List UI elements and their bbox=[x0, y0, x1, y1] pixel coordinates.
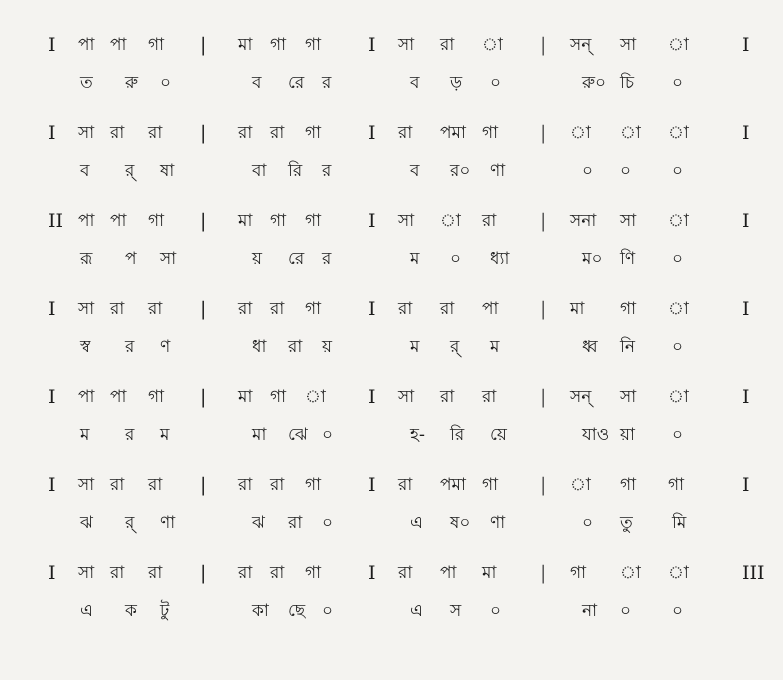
bar-line: I bbox=[368, 298, 376, 320]
swara-note: গা bbox=[148, 35, 165, 55]
swara-note: রা bbox=[148, 563, 163, 583]
lyric-syllable: ০ bbox=[672, 601, 684, 621]
lyric-syllable: ছে bbox=[288, 601, 306, 621]
lyric-line bbox=[0, 244, 783, 274]
lyric-syllable: র bbox=[322, 73, 332, 93]
lyric-syllable: সা bbox=[160, 249, 177, 269]
bar-line: I bbox=[368, 34, 376, 56]
lyric-syllable: ক bbox=[125, 601, 137, 621]
swara-note: া bbox=[668, 387, 689, 407]
swara-note: সা bbox=[78, 299, 95, 319]
bar-line: I bbox=[48, 474, 56, 496]
swara-note: া bbox=[668, 211, 689, 231]
swara-note: রা bbox=[398, 475, 413, 495]
swara-note: সা bbox=[620, 35, 637, 55]
lyric-syllable: ত bbox=[80, 73, 93, 93]
lyric-syllable: র bbox=[322, 161, 332, 181]
swara-note: পা bbox=[78, 211, 95, 231]
bar-line: I bbox=[368, 210, 376, 232]
notation-stave bbox=[0, 118, 783, 202]
lyric-syllable: চি bbox=[620, 73, 635, 93]
swara-note: গা bbox=[668, 475, 685, 495]
swara-note: া bbox=[668, 563, 689, 583]
lyric-line bbox=[0, 332, 783, 362]
lyric-syllable: ম০ bbox=[582, 249, 603, 269]
swara-note: রা bbox=[238, 123, 253, 143]
lyric-syllable: ঝ bbox=[80, 513, 93, 533]
swara-note: রা bbox=[440, 299, 455, 319]
bar-line: I bbox=[742, 386, 750, 408]
notation-stave bbox=[0, 294, 783, 378]
swara-note: রা bbox=[238, 299, 253, 319]
swara-note: রা bbox=[270, 563, 285, 583]
swara-note: রা bbox=[482, 211, 497, 231]
swara-note: রা bbox=[398, 563, 413, 583]
lyric-syllable: রা bbox=[288, 513, 303, 533]
lyric-syllable: নি bbox=[620, 337, 636, 357]
bar-line: | bbox=[200, 298, 207, 320]
lyric-syllable: ম bbox=[160, 425, 170, 445]
swara-note: রা bbox=[148, 123, 163, 143]
swara-note: মা bbox=[238, 35, 253, 55]
swara-note: গা bbox=[620, 299, 637, 319]
bar-line: | bbox=[540, 210, 547, 232]
lyric-syllable: য় bbox=[322, 337, 333, 357]
lyric-syllable: রি bbox=[288, 161, 303, 181]
swara-note: সা bbox=[620, 211, 637, 231]
lyric-syllable: রে bbox=[288, 73, 305, 93]
lyric-syllable: ০ bbox=[582, 513, 594, 533]
swara-note: গা bbox=[305, 211, 322, 231]
swara-note: া bbox=[668, 35, 689, 55]
lyric-syllable: য়া bbox=[620, 425, 635, 445]
lyric-syllable: র bbox=[322, 249, 332, 269]
bar-line: I bbox=[368, 386, 376, 408]
bar-line: I bbox=[742, 298, 750, 320]
swara-note: রা bbox=[238, 563, 253, 583]
swara-note: রা bbox=[148, 299, 163, 319]
lyric-syllable: রূ bbox=[80, 249, 93, 269]
lyric-syllable: ণ bbox=[160, 337, 171, 357]
bar-line: | bbox=[540, 386, 547, 408]
lyric-syllable: ম bbox=[410, 337, 420, 357]
lyric-syllable: রু bbox=[125, 73, 139, 93]
lyric-syllable: ব bbox=[80, 161, 90, 181]
swara-note: রা bbox=[270, 123, 285, 143]
swara-note: সন্ bbox=[570, 35, 592, 55]
swara-note: গা bbox=[148, 211, 165, 231]
lyric-syllable: স্ব bbox=[80, 337, 91, 357]
swara-note: গা bbox=[620, 475, 637, 495]
lyric-syllable: ণি bbox=[620, 249, 636, 269]
lyric-syllable: ০ bbox=[672, 161, 684, 181]
lyric-syllable: ০ bbox=[490, 601, 502, 621]
lyric-syllable: রে bbox=[288, 249, 305, 269]
lyric-syllable: ষা bbox=[160, 161, 175, 181]
lyric-syllable: র্ bbox=[125, 161, 135, 181]
lyric-syllable: ০ bbox=[672, 249, 684, 269]
lyric-syllable: ব bbox=[410, 73, 420, 93]
notation-stave bbox=[0, 30, 783, 114]
swara-note: া bbox=[305, 387, 326, 407]
swara-note: পা bbox=[110, 387, 127, 407]
lyric-syllable: ০ bbox=[322, 601, 334, 621]
swara-note: গা bbox=[270, 211, 287, 231]
swara-note: রা bbox=[398, 123, 413, 143]
swara-note: া bbox=[570, 123, 591, 143]
swara-note: গা bbox=[482, 475, 499, 495]
lyric-syllable: ধা bbox=[252, 337, 267, 357]
lyric-syllable: না bbox=[582, 601, 598, 621]
lyric-syllable: ব bbox=[410, 161, 420, 181]
bar-line: I bbox=[742, 474, 750, 496]
lyric-syllable: ০ bbox=[620, 601, 632, 621]
swara-note: সা bbox=[78, 563, 95, 583]
swara-note: সা bbox=[398, 35, 415, 55]
lyric-syllable: এ bbox=[410, 601, 423, 621]
bar-line: | bbox=[200, 562, 207, 584]
lyric-syllable: ০ bbox=[620, 161, 632, 181]
lyric-syllable: মি bbox=[672, 513, 687, 533]
swara-note: গা bbox=[305, 299, 322, 319]
swara-note: গা bbox=[305, 123, 322, 143]
swara-note: া bbox=[440, 211, 461, 231]
swara-line bbox=[0, 30, 783, 60]
swara-note: রা bbox=[482, 387, 497, 407]
swara-note: া bbox=[668, 299, 689, 319]
bar-line: I bbox=[368, 122, 376, 144]
bar-line: I bbox=[48, 562, 56, 584]
notation-stave bbox=[0, 558, 783, 642]
lyric-syllable: ষ০ bbox=[450, 513, 471, 533]
lyric-syllable: র্ bbox=[450, 337, 460, 357]
swara-note: রা bbox=[238, 475, 253, 495]
bar-line: I bbox=[48, 34, 56, 56]
lyric-syllable: ০ bbox=[490, 73, 502, 93]
swara-note: সনা bbox=[570, 211, 597, 231]
swara-note: পা bbox=[78, 387, 95, 407]
bar-line: | bbox=[540, 298, 547, 320]
lyric-syllable: ণা bbox=[490, 513, 506, 533]
lyric-syllable: রি bbox=[450, 425, 465, 445]
swara-note: রা bbox=[148, 475, 163, 495]
lyric-syllable: এ bbox=[80, 601, 93, 621]
swara-note: পা bbox=[78, 35, 95, 55]
lyric-syllable: য় bbox=[252, 249, 263, 269]
lyric-syllable: টু bbox=[160, 601, 170, 621]
bar-line: I bbox=[48, 122, 56, 144]
lyric-syllable: র০ bbox=[450, 161, 471, 181]
bar-line: | bbox=[540, 34, 547, 56]
swara-note: সা bbox=[620, 387, 637, 407]
swara-note: রা bbox=[440, 387, 455, 407]
swara-note: রা bbox=[110, 123, 125, 143]
lyric-syllable: য়ে bbox=[490, 425, 507, 445]
bar-line: I bbox=[48, 386, 56, 408]
lyric-syllable: ধ্ব bbox=[582, 337, 598, 357]
notation-stave bbox=[0, 470, 783, 554]
swara-note: সা bbox=[398, 387, 415, 407]
lyric-syllable: যাও bbox=[582, 425, 610, 445]
swara-note: রা bbox=[110, 475, 125, 495]
lyric-syllable: স bbox=[450, 601, 462, 621]
swara-note: মা bbox=[238, 387, 253, 407]
notation-stave bbox=[0, 382, 783, 466]
bar-line: | bbox=[540, 474, 547, 496]
lyric-line bbox=[0, 420, 783, 450]
swara-note: গা bbox=[148, 387, 165, 407]
bar-line: I bbox=[742, 34, 750, 56]
lyric-syllable: ০ bbox=[450, 249, 462, 269]
lyric-line bbox=[0, 508, 783, 538]
lyric-syllable: ধ্যা bbox=[490, 249, 510, 269]
lyric-line bbox=[0, 156, 783, 186]
swara-note: গা bbox=[270, 387, 287, 407]
lyric-syllable: কা bbox=[252, 601, 269, 621]
swara-line bbox=[0, 558, 783, 588]
lyric-syllable: ম bbox=[410, 249, 420, 269]
bar-line: I bbox=[742, 122, 750, 144]
lyric-syllable: মা bbox=[252, 425, 267, 445]
swara-note: গা bbox=[482, 123, 499, 143]
swara-note: গা bbox=[570, 563, 587, 583]
lyric-syllable: হ- bbox=[410, 425, 426, 445]
lyric-syllable: বা bbox=[252, 161, 267, 181]
swara-note: মা bbox=[238, 211, 253, 231]
swara-note: মা bbox=[570, 299, 585, 319]
bar-line: | bbox=[540, 122, 547, 144]
bar-line: I bbox=[742, 210, 750, 232]
lyric-syllable: রা bbox=[288, 337, 303, 357]
lyric-syllable: ০ bbox=[672, 73, 684, 93]
lyric-syllable: ০ bbox=[672, 425, 684, 445]
lyric-syllable: ব bbox=[252, 73, 262, 93]
lyric-syllable: র bbox=[125, 425, 135, 445]
lyric-syllable: ০ bbox=[322, 425, 334, 445]
swara-note: া bbox=[668, 123, 689, 143]
lyric-syllable: ম bbox=[490, 337, 500, 357]
swara-note: গা bbox=[305, 35, 322, 55]
swara-line bbox=[0, 118, 783, 148]
bar-line: | bbox=[200, 386, 207, 408]
swara-note: পমা bbox=[440, 475, 466, 495]
swara-note: রা bbox=[440, 35, 455, 55]
lyric-syllable: ম bbox=[80, 425, 90, 445]
lyric-syllable: ণা bbox=[490, 161, 506, 181]
swara-note: পা bbox=[110, 211, 127, 231]
swara-note: গা bbox=[305, 563, 322, 583]
swara-line bbox=[0, 382, 783, 412]
lyric-syllable: র bbox=[125, 337, 135, 357]
swara-note: রা bbox=[110, 563, 125, 583]
bar-line: | bbox=[200, 474, 207, 496]
lyric-syllable: রু০ bbox=[582, 73, 607, 93]
swara-note: সা bbox=[78, 123, 95, 143]
swara-note: া bbox=[620, 563, 641, 583]
lyric-syllable: র্ bbox=[125, 513, 135, 533]
bar-line: | bbox=[200, 34, 207, 56]
lyric-line bbox=[0, 68, 783, 98]
swara-note: গা bbox=[270, 35, 287, 55]
swara-note: পা bbox=[440, 563, 457, 583]
bar-line: | bbox=[540, 562, 547, 584]
swara-note: সা bbox=[78, 475, 95, 495]
swara-note: গা bbox=[305, 475, 322, 495]
swara-note: া bbox=[620, 123, 641, 143]
swara-note: পা bbox=[482, 299, 499, 319]
bar-line: I bbox=[368, 474, 376, 496]
lyric-syllable: ০ bbox=[672, 337, 684, 357]
swara-note: রা bbox=[270, 299, 285, 319]
swara-line bbox=[0, 206, 783, 236]
lyric-syllable: ০ bbox=[160, 73, 172, 93]
swara-line bbox=[0, 294, 783, 324]
lyric-line bbox=[0, 596, 783, 626]
lyric-syllable: ০ bbox=[582, 161, 594, 181]
swara-note: রা bbox=[110, 299, 125, 319]
swara-note: সন্ bbox=[570, 387, 592, 407]
swara-note: া bbox=[570, 475, 591, 495]
bar-line: I bbox=[368, 562, 376, 584]
swara-note: া bbox=[482, 35, 503, 55]
swara-line bbox=[0, 470, 783, 500]
bar-line: | bbox=[200, 210, 207, 232]
lyric-syllable: তু bbox=[620, 513, 633, 533]
lyric-syllable: ঝে bbox=[288, 425, 308, 445]
lyric-syllable: ড় bbox=[450, 73, 463, 93]
swara-note: পমা bbox=[440, 123, 466, 143]
lyric-syllable: ০ bbox=[322, 513, 334, 533]
bar-line: III bbox=[742, 562, 765, 584]
swara-note: সা bbox=[398, 211, 415, 231]
lyric-syllable: ঝ bbox=[252, 513, 265, 533]
swara-note: মা bbox=[482, 563, 497, 583]
lyric-syllable: এ bbox=[410, 513, 423, 533]
swara-note: রা bbox=[270, 475, 285, 495]
bar-line: I bbox=[48, 298, 56, 320]
notation-stave bbox=[0, 206, 783, 290]
lyric-syllable: প bbox=[125, 249, 137, 269]
bar-line: | bbox=[200, 122, 207, 144]
swara-note: রা bbox=[398, 299, 413, 319]
swara-note: পা bbox=[110, 35, 127, 55]
lyric-syllable: ণা bbox=[160, 513, 176, 533]
bar-line: II bbox=[48, 210, 64, 232]
